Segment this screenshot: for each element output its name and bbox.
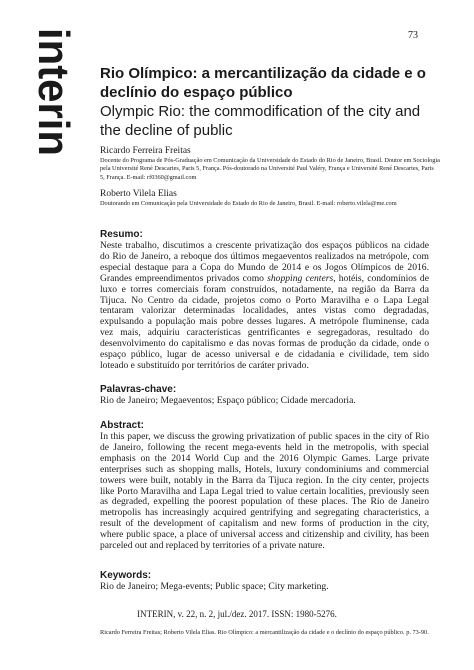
keywords-heading: Keywords: [100,570,152,581]
page-number: 73 [408,30,418,41]
author-affiliation: Docente do Programa de Pós-Graduação em Comunicação da Universidade do Estado do Rio de Janeiro, Brasil. Doutor em Sociologia pela Université René Descartes, Paris 5, França. Pós-doutorado na Université Paul Valéry, França e Université René Descartes, Paris 5, França. E-mail: rf0360@gmail.com [100,157,440,181]
palavras-chave-text: Rio de Janeiro; Megaeventos; Espaço público; Cidade mercadoria. [100,395,356,406]
abstract-text: In this paper, we discuss the growing privatization of public spaces in the city of Rio de Janeiro, following the recent mega-events held in the metropolis, with special emphasis on the 2014 World Cup and the 2016 Olympic Games. Large private enterprises such as shopping malls, Hotels, luxury condominiums and commercial towers were built, notably in the Barra da Tijuca region. In the city center, projects like Porto Maravilha and Lapa Legal tried to value certain localities, previously seen as degraded, expelling the poorest population of these places. The Rio de Janeiro metropolis has increasingly acquired gentrifying and segregating characteristics, a result of the development of capitalism and new forms of production in the city, where public space, a place of universal access and citizenship and civility, has been parceled out and replaced by territories of a private nature. [100,431,429,552]
resumo-text-italic: shopping centers [267,272,334,284]
resumo-text-part: Neste trabalho, discutimos a crescente privatização dos espaços públicos na cidade do Rio de Janeiro, a reboque dos últimos megaeventos realizados na metrópole, com especial destaque para a Copa do Mundo de 2014 e os Jogos Olímpicos de 2016. Grandes empreendimentos privados como [100,240,429,284]
title-english: Olympic Rio: the commodification of the city and the decline of public [100,103,421,139]
author-name: Ricardo Ferreira Freitas [100,146,191,156]
citation-footnote: Ricardo Ferreira Freitas; Roberto Vilela Elias. Rio Olímpico: a mercantilização da cidade e o declínio do espaço público. p. 73-90. [100,629,429,636]
journal-footer: INTERIN, v. 22, n. 2, jul./dez. 2017. ISSN: 1980-5276. [137,609,337,619]
resumo-text-part: , hotéis, condomínios de luxo e torres comerciais foram construídos, notadamente, na região da Barra da Tijuca. No Centro da cidade, projetos como o Porto Maravilha e o Lapa Legal tentaram valorizar determinadas localidades, antes vistas como degradadas, expulsando a população mais pobre desses lugares. A metrópole fluminense, cada vez mais, adquiriu características gentrificantes e segregadoras, resultado do desenvolvimento do capitalismo e das novas formas de produção da cidade, onde o espaço público, lugar de acesso universal e de cidadania e civilidade, tem sido loteado e substituído por territórios de caráter privado. [100,272,429,371]
author-name: Roberto Vilela Elias [100,189,177,199]
palavras-chave-heading: Palavras-chave: [100,384,177,395]
interin-logo [6,22,78,163]
title-portuguese: Rio Olímpico: a mercantilização da cidade e o declínio do espaço público [100,65,426,101]
author-affiliation: Doutorando em Comunicação pela Universidade do Estado do Rio de Janeiro, Brasil. E-mail: roberto.vilela@me.com [100,200,397,207]
abstract-heading: Abstract: [100,420,144,431]
resumo-heading: Resumo: [100,229,143,240]
resumo-text [100,241,429,372]
interin-logo-text: interin [29,28,78,163]
keywords-text: Rio de Janeiro; Mega-events; Public space; City marketing. [100,581,329,592]
